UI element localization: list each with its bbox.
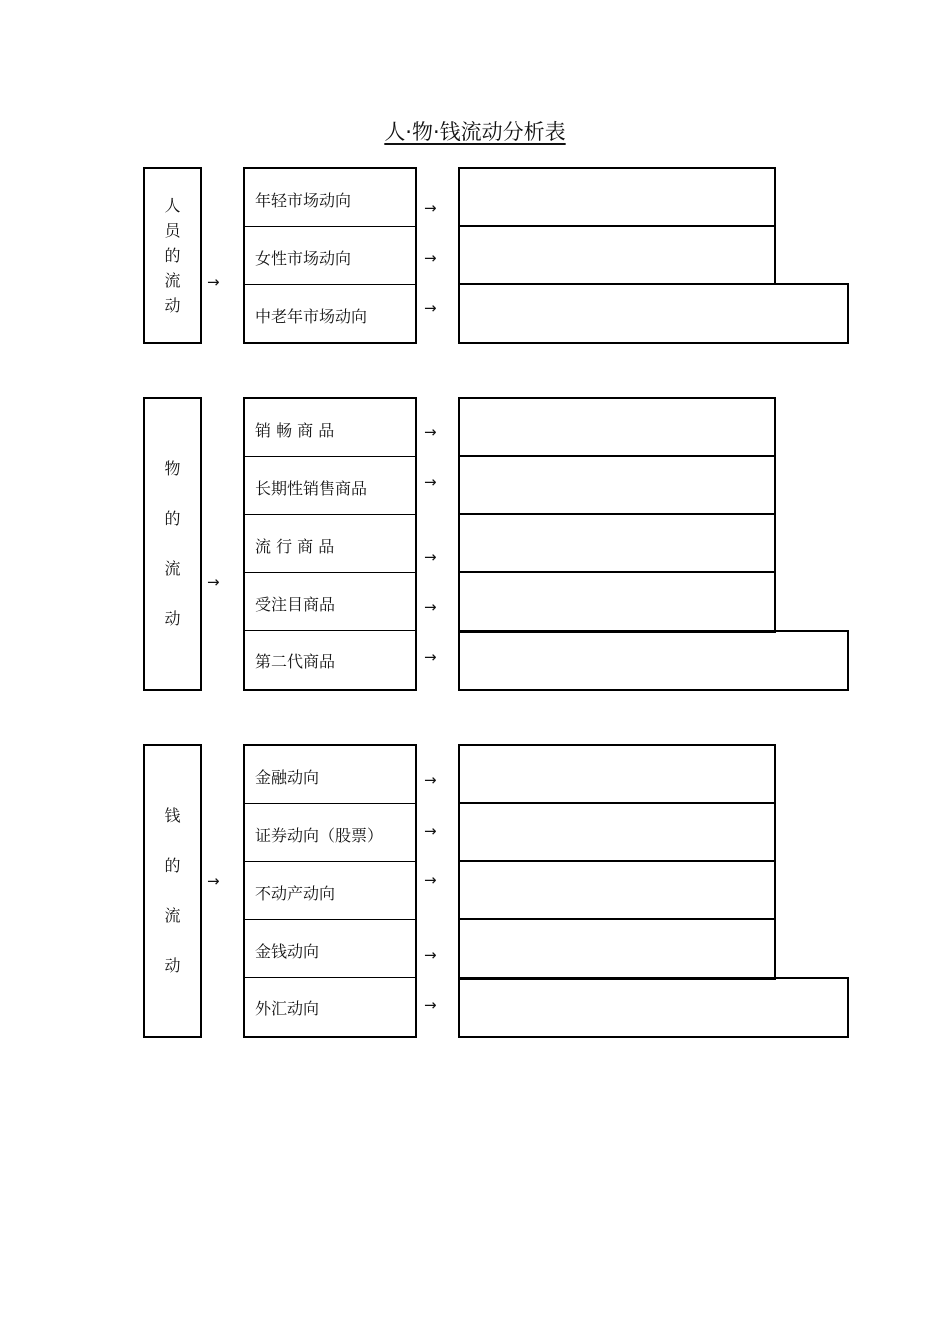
item-row: 证券动向（股票） — [245, 804, 415, 862]
label-char: 钱 — [164, 806, 181, 825]
row-arrow: → — [424, 871, 437, 889]
section-label-goods — [143, 397, 202, 691]
label-char: 动 — [164, 956, 181, 975]
section-arrow: → — [207, 872, 220, 890]
label-char: 员 — [164, 221, 181, 240]
label-char: 动 — [164, 296, 181, 315]
row-arrow: → — [424, 996, 437, 1014]
item-row: 中老年市场动向 — [255, 307, 368, 326]
row-arrow: → — [424, 771, 437, 789]
row-arrow: → — [424, 199, 437, 217]
item-row: 第二代商品 — [255, 652, 336, 671]
item-row: 年轻市场动向 — [245, 169, 415, 227]
item-column-money — [243, 744, 417, 1038]
item-row: 金钱动向 — [245, 920, 415, 978]
item-row: 销 畅 商 品 — [245, 399, 415, 457]
answer-box[interactable] — [458, 167, 776, 227]
answer-box[interactable] — [458, 918, 776, 980]
label-char: 的 — [164, 246, 181, 265]
answer-box[interactable] — [458, 455, 776, 515]
item-row: 外汇动向 — [255, 999, 320, 1018]
row-arrow: → — [424, 299, 437, 317]
row-arrow: → — [424, 473, 437, 491]
answer-box[interactable] — [458, 744, 776, 804]
section-label-money — [143, 744, 202, 1038]
answer-box[interactable] — [458, 630, 849, 691]
item-row: 受注目商品 — [245, 573, 415, 631]
row-arrow: → — [424, 648, 437, 666]
item-row: 女性市场动向 — [245, 227, 415, 285]
row-arrow: → — [424, 548, 437, 566]
label-char: 物 — [164, 459, 181, 478]
answer-box[interactable] — [458, 225, 776, 285]
section-arrow: → — [207, 273, 220, 291]
answer-box[interactable] — [458, 283, 849, 344]
label-char: 的 — [164, 509, 181, 528]
label-char: 的 — [164, 856, 181, 875]
page-title: 人·物·钱流动分析表 — [384, 120, 566, 144]
answer-box[interactable] — [458, 860, 776, 920]
answer-box[interactable] — [458, 397, 776, 457]
item-row: 长期性销售商品 — [245, 457, 415, 515]
row-arrow: → — [424, 946, 437, 964]
item-column-people — [243, 167, 417, 344]
answer-box[interactable] — [458, 571, 776, 633]
label-char: 流 — [164, 559, 181, 578]
answer-box[interactable] — [458, 977, 849, 1038]
label-char: 动 — [164, 609, 181, 628]
item-row: 不动产动向 — [245, 862, 415, 920]
label-char: 人 — [164, 196, 181, 215]
section-arrow: → — [207, 573, 220, 591]
answer-box[interactable] — [458, 513, 776, 573]
label-char: 流 — [164, 906, 181, 925]
section-label-people — [143, 167, 202, 344]
row-arrow: → — [424, 249, 437, 267]
answer-box[interactable] — [458, 802, 776, 862]
row-arrow: → — [424, 598, 437, 616]
row-arrow: → — [424, 423, 437, 441]
item-row: 金融动向 — [245, 746, 415, 804]
item-row: 流 行 商 品 — [245, 515, 415, 573]
item-column-goods — [243, 397, 417, 691]
label-char: 流 — [164, 271, 181, 290]
row-arrow: → — [424, 822, 437, 840]
